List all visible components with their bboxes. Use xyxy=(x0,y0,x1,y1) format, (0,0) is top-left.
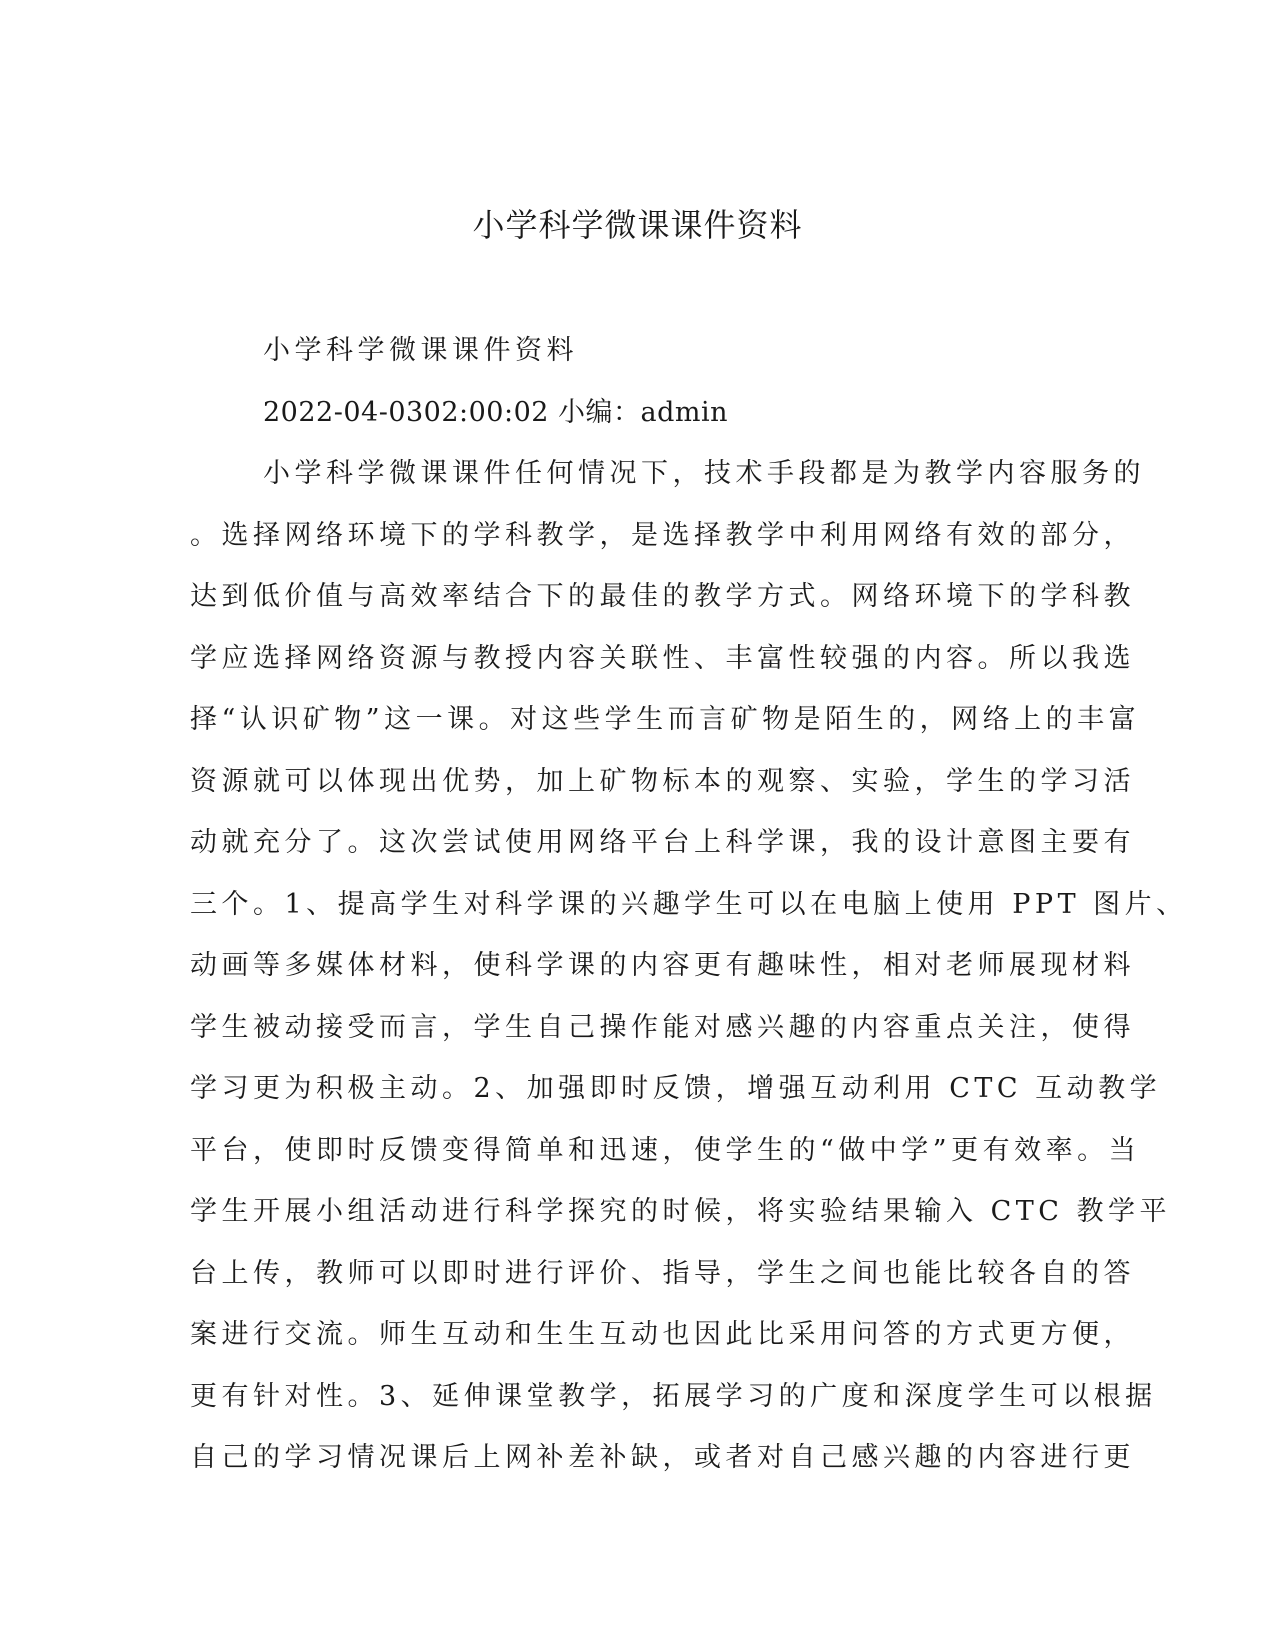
paragraph-line: 台上传，教师可以即时进行评价、指导，学生之间也能比较各自的答 xyxy=(190,1257,1135,1289)
document-title: 小学科学微课课件资料 xyxy=(472,206,803,244)
paragraph-line: 平台，使即时反馈变得简单和迅速，使学生的“做中学”更有效率。当 xyxy=(190,1134,1141,1166)
paragraph-line: 学应选择网络资源与教授内容关联性、丰富性较强的内容。所以我选 xyxy=(190,642,1135,674)
paragraph-line: 达到低价值与高效率结合下的最佳的教学方式。网络环境下的学科教 xyxy=(190,581,1135,612)
paragraph-line: 动画等多媒体材料，使科学课的内容更有趣味性，相对老师展现材料 xyxy=(190,950,1135,981)
paragraph-line: 资源就可以体现出优势，加上矿物标本的观察、实验，学生的学习活 xyxy=(190,765,1135,797)
paragraph-line: 学生开展小组活动进行科学探究的时候，将实验结果输入 CTC 教学平 xyxy=(190,1196,1171,1227)
paragraph-line: 更有针对性。3、延伸课堂教学，拓展学习的广度和深度学生可以根据 xyxy=(190,1380,1157,1412)
paragraph-line: 学生被动接受而言，学生自己操作能对感兴趣的内容重点关注，使得 xyxy=(190,1011,1135,1043)
paragraph-line: 学习更为积极主动。2、加强即时反馈，增强互动利用 CTC 互动教学 xyxy=(190,1073,1162,1104)
paragraph-line: 自己的学习情况课后上网补差补缺，或者对自己感兴趣的内容进行更 xyxy=(190,1442,1135,1473)
meta-line: 2022-04-0302:00:02 小编：admin xyxy=(263,396,729,428)
paragraph-line: 动就充分了。这次尝试使用网络平台上科学课，我的设计意图主要有 xyxy=(190,827,1135,858)
paragraph-line: 案进行交流。师生互动和生生互动也因此比采用问答的方式更方便， xyxy=(190,1319,1135,1350)
paragraph-line: 三个。1、提高学生对科学课的兴趣学生可以在电脑上使用 PPT 图片、 xyxy=(190,888,1188,920)
paragraph-line: 。选择网络环境下的学科教学，是选择教学中利用网络有效的部分， xyxy=(190,519,1135,551)
subtitle-line: 小学科学微课课件资料 xyxy=(263,335,578,366)
paragraph-line: 择“认识矿物”这一课。对这些学生而言矿物是陌生的，网络上的丰富 xyxy=(190,704,1141,735)
document-body xyxy=(190,320,1188,1489)
paragraph-line: 小学科学微课课件任何情况下，技术手段都是为教学内容服务的 xyxy=(263,458,1145,489)
